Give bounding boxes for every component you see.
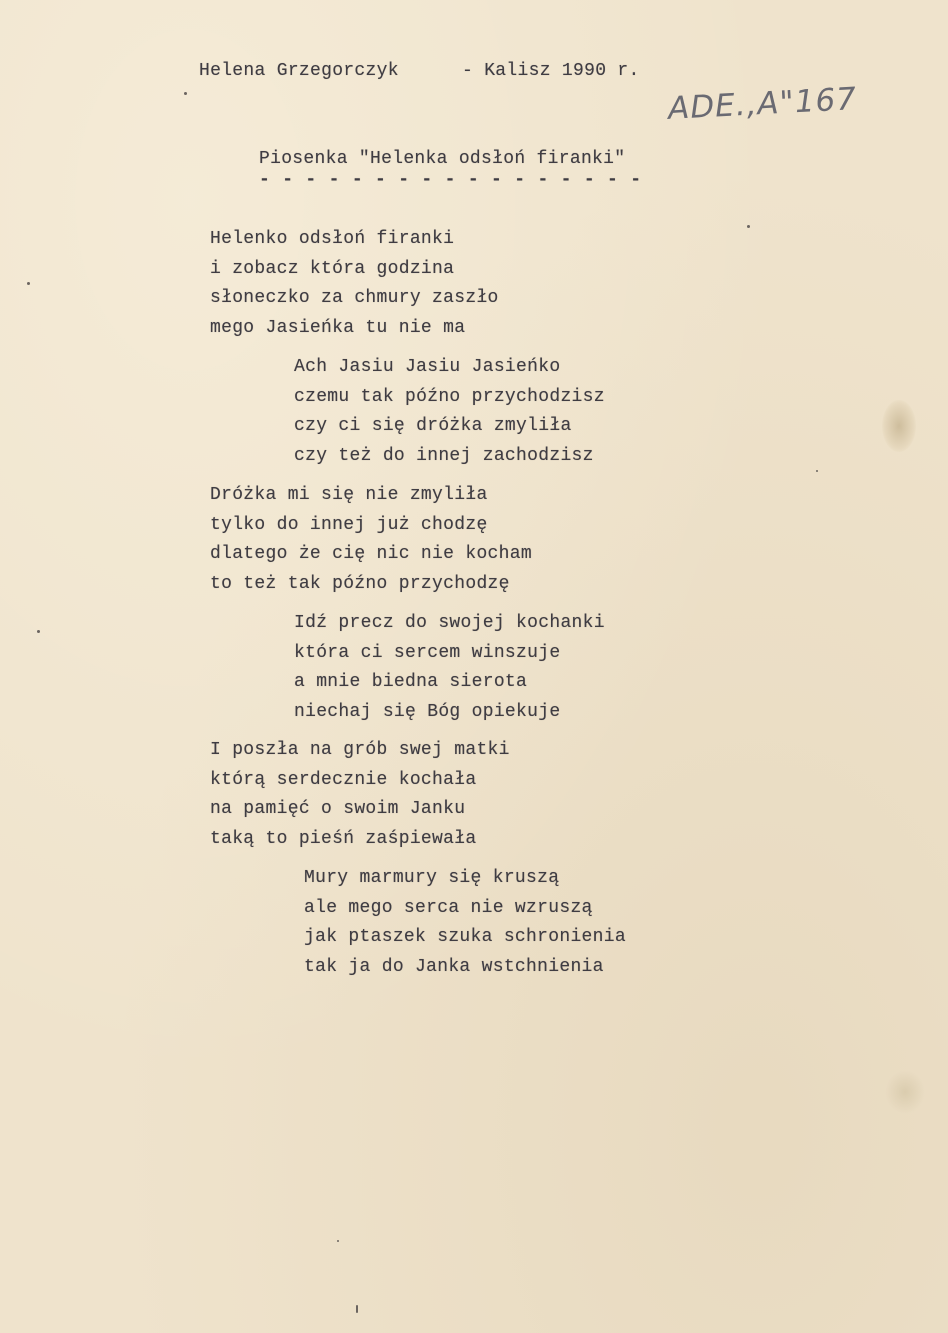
paper-speck (356, 1305, 358, 1313)
verse-line: tak ja do Janka wstchnienia (304, 956, 604, 977)
verse-line: dlatego że cię nic nie kocham (210, 544, 532, 564)
verse-line: Dróżka mi się nie zmyliła (210, 485, 488, 505)
verse-line: Ach Jasiu Jasiu Jasieńko (294, 357, 561, 377)
paper-speck (337, 1240, 339, 1242)
stanza-2 (294, 353, 605, 471)
song-title: Piosenka "Helenka odsłoń firanki" (259, 149, 626, 169)
author-name: Helena Grzegorczyk (199, 61, 399, 81)
verse-line: ale mego serca nie wzruszą (304, 897, 593, 918)
paper-speck (37, 630, 40, 633)
place-date: - Kalisz 1990 r. (462, 61, 640, 81)
verse-line: I poszła na grób swej matki (210, 740, 510, 760)
stanza-4 (294, 609, 605, 727)
verse-line: a mnie biedna sierota (294, 672, 528, 692)
paper-speck (27, 282, 30, 285)
verse-line: mego Jasieńka tu nie ma (210, 317, 466, 338)
archive-mark: ADE.,A"167 (667, 81, 858, 127)
verse-line: czemu tak późno przychodzisz (294, 386, 605, 407)
paper-stain (885, 1070, 925, 1114)
verse-line: jak ptaszek szuka schronienia (304, 927, 626, 947)
paper-speck (747, 225, 750, 228)
verse-line: słoneczko za chmury zaszło (210, 288, 499, 308)
verse-line: która ci sercem winszuje (294, 642, 561, 663)
verse-line: i zobacz która godzina (210, 258, 455, 279)
verse-line: niechaj się Bóg opiekuje (294, 701, 561, 722)
verse-line: czy ci się dróżka zmyliła (294, 416, 572, 436)
verse-line: Idź precz do swojej kochanki (294, 613, 605, 633)
verse-line: czy też do innej zachodzisz (294, 445, 594, 466)
stanza-6 (304, 864, 626, 982)
stanza-1 (210, 225, 499, 343)
paper-speck (184, 92, 187, 95)
verse-line: Helenko odsłoń firanki (210, 229, 455, 249)
paper-stain (882, 400, 916, 452)
verse-line: którą serdecznie kochała (210, 769, 477, 790)
verse-line: na pamięć o swoim Janku (210, 799, 466, 819)
verse-line: Mury marmury się kruszą (304, 868, 560, 888)
stanza-3 (210, 481, 532, 599)
title-underline: - - - - - - - - - - - - - - - - - (259, 170, 642, 190)
stanza-5 (210, 736, 510, 854)
verse-line: tylko do innej już chodzę (210, 514, 488, 535)
paper-speck (816, 470, 818, 472)
verse-line: to też tak późno przychodzę (210, 573, 510, 594)
verse-line: taką to pieśń zaśpiewała (210, 828, 477, 849)
